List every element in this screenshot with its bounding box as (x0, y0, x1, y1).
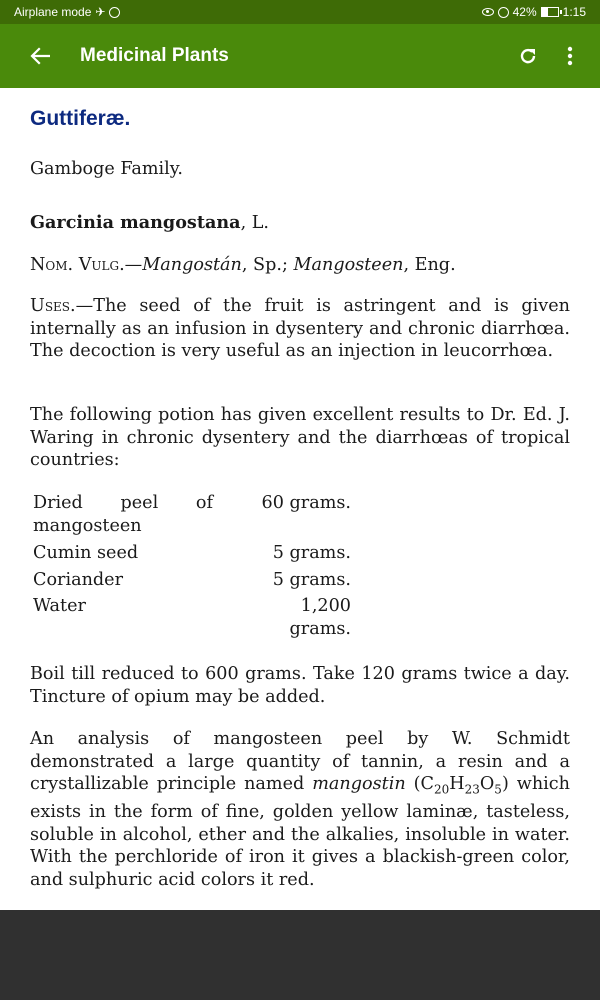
refresh-button[interactable] (510, 36, 546, 76)
recipe-ingredient: Water (33, 596, 86, 616)
recipe-quantity: 60 grams. (261, 493, 351, 513)
recipe-quantity: 5 grams. (272, 543, 351, 563)
uses-text: —The seed of the fruit is astringent and is given internally as an infusion in dysentery and chronic diarrhœa. The decoction is very useful as an injection in leucorrhœa. (30, 296, 570, 361)
airplane-mode-label: Airplane mode (14, 5, 92, 19)
analysis-text-end: which exists in the form of fine, golden yellow laminæ, tasteless, soluble in alcohol, ether and the alkalies, insoluble in water. With the perchloride of iron it gives a blackish-green color, and sulphuric acid colors it red. (30, 774, 570, 890)
recipe-quantity-line1: 1,200 (300, 596, 351, 616)
more-vert-icon (567, 46, 573, 66)
recipe-quantity-line2: grams. (289, 619, 351, 639)
formula-h-count: 23 (464, 782, 480, 797)
whatsapp-icon (109, 7, 120, 18)
analysis-paragraph (30, 728, 570, 891)
clock: 1:15 (562, 5, 586, 19)
uses-label: Uses. (30, 296, 76, 316)
vernacular-names (30, 254, 570, 277)
back-button[interactable] (20, 36, 60, 76)
arrow-left-icon (30, 47, 50, 65)
battery-icon (541, 7, 559, 17)
nom-name-spanish: Mangostán (142, 255, 242, 275)
analysis-text-start: An analysis of mangosteen peel by W. Schmidt demonstrated a large quantity of tannin, a resin and a crystallizable principle named (30, 729, 570, 794)
uses-paragraph (30, 295, 570, 363)
status-left (14, 0, 120, 24)
refresh-icon (518, 46, 538, 66)
formula-c-count: 20 (433, 782, 450, 797)
species-line (30, 212, 570, 235)
nom-mid: , Sp.; (241, 255, 294, 275)
formula-o: O (479, 774, 495, 794)
nom-end: , Eng. (403, 255, 456, 275)
boil-instructions: Boil till reduced to 600 grams. Take 120 grams twice a day. Tincture of opium may be added. (30, 664, 570, 707)
formula-o-count: 5 (494, 782, 502, 797)
airplane-icon: ✈ (95, 5, 106, 19)
formula-close: ) (501, 774, 509, 794)
bottom-panel (0, 910, 600, 1000)
species-author: , L. (240, 213, 270, 233)
status-right (482, 0, 586, 24)
nom-label: Nom. Vulg. (30, 255, 125, 275)
species-name: Garcinia mangostana (30, 212, 241, 233)
potion-intro: The following potion has given excellent results to Dr. Ed. J. Waring in chronic dysentery and the diarrhœas of tropical countries: (30, 405, 570, 470)
battery-fill (542, 8, 549, 16)
app-bar (0, 24, 600, 88)
eye-icon (482, 8, 494, 16)
recipe-ingredient-dried: Dried peel of mangosteen (33, 493, 213, 536)
recipe-ingredient: Coriander (33, 570, 123, 590)
battery-percent: 42% (512, 5, 537, 19)
status-bar (0, 0, 600, 24)
app-title: Medicinal Plants (80, 45, 229, 66)
nom-dash: — (124, 255, 143, 275)
alarm-icon (498, 7, 509, 18)
page-heading: Guttiferæ. (30, 107, 131, 130)
formula-open: (C (405, 774, 434, 794)
family-name: Gamboge Family. (30, 159, 183, 179)
formula-h: H (449, 774, 465, 794)
recipe-ingredient: Cumin seed (33, 543, 139, 563)
analysis-term: mangostin (312, 774, 406, 794)
recipe-quantity: 5 grams. (272, 570, 351, 590)
nom-name-english: Mangosteen (293, 255, 404, 275)
more-options-button[interactable] (552, 36, 588, 76)
